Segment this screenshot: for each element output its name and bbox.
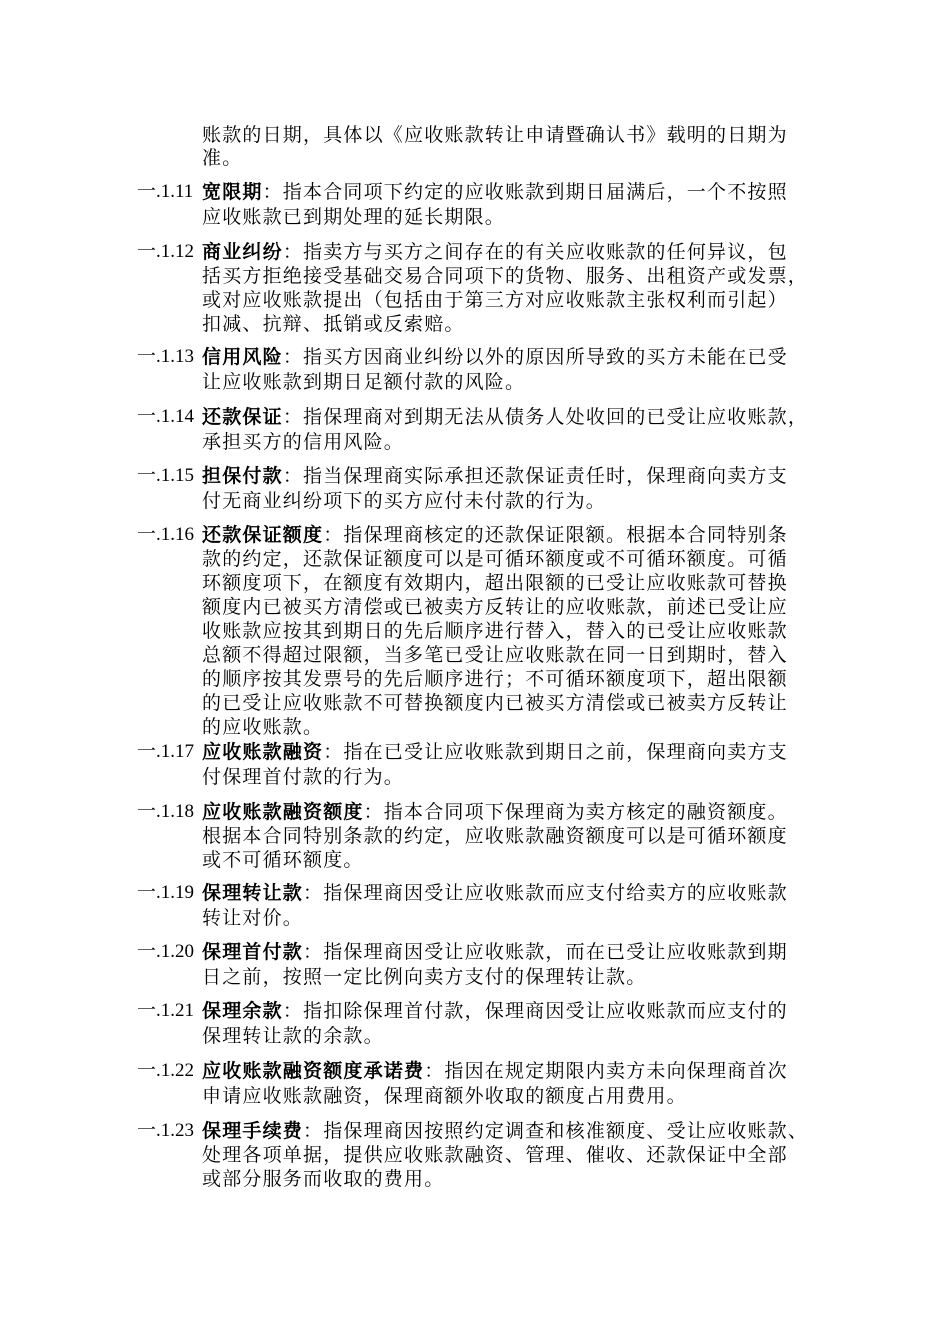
definition-text: ：指保理商因受让应收账款，而在已受让应收账款到期 <box>303 941 788 963</box>
paragraph-line: 额度内已被买方清偿或已被卖方反转让的应收账款，前述已受让应 <box>202 596 788 618</box>
clause-number: 一.1.17 <box>137 741 195 762</box>
paragraph-line: 的已受让应收账款不可替换额度内已被买方清偿或已被卖方反转让 <box>202 692 788 714</box>
defined-term: 保理首付款 <box>202 941 304 963</box>
paragraph-line: 处理各项单据，提供应收账款融资、管理、催收、还款保证中全部 <box>202 1144 788 1166</box>
paragraph-line: 根据本合同特别条款的约定，应收账款融资额度可以是可循环额度 <box>202 825 788 847</box>
defined-term: 担保付款 <box>202 465 283 487</box>
definition-first-line <box>202 524 788 546</box>
defined-term: 保理余款 <box>202 1000 283 1022</box>
paragraph-line: 转让对价。 <box>202 907 304 929</box>
definition-first-line <box>202 1120 808 1142</box>
definition-text: ：指卖方与买方之间存在的有关应收账款的任何异议，包 <box>282 241 788 263</box>
definition-text: ：指保理商对到期无法从债务人处收回的已受让应收账款， <box>282 406 809 428</box>
paragraph-line: 让应收账款到期日足额付款的风险。 <box>202 371 526 393</box>
definition-text: ：指因在规定期限内卖方未向保理商首次 <box>424 1060 788 1082</box>
definition-first-line <box>202 801 788 823</box>
definition-text: ：指保理商因按照约定调查和核准额度、受让应收账款、 <box>303 1120 809 1142</box>
clause-number: 一.1.14 <box>137 406 195 427</box>
defined-term: 应收账款融资额度承诺费 <box>202 1060 425 1082</box>
paragraph-line: 款的约定，还款保证额度可以是可循环额度或不可循环额度。可循 <box>202 548 788 570</box>
paragraph-line: 保理转让款的余款。 <box>202 1025 384 1047</box>
definition-first-line <box>202 181 788 203</box>
paragraph-line: 承担买方的信用风险。 <box>202 431 405 453</box>
clause-number: 一.1.23 <box>137 1120 195 1141</box>
paragraph-line: 或部分服务而收取的费用。 <box>202 1168 445 1190</box>
definition-text: ：指本合同项下约定的应收账款到期日届满后，一个不按照 <box>262 181 788 203</box>
paragraph-line: 应收账款已到期处理的延长期限。 <box>202 206 506 228</box>
definition-text: ：指买方因商业纠纷以外的原因所导致的买方未能在已受 <box>282 346 788 368</box>
definition-first-line <box>202 346 788 368</box>
clause-number: 一.1.11 <box>137 181 194 202</box>
definition-first-line <box>202 741 788 763</box>
paragraph-line: 收账款应按其到期日的先后顺序进行替入，替入的已受让应收账款 <box>202 620 788 642</box>
paragraph-line: 准。 <box>202 147 243 169</box>
paragraph-line: 申请应收账款融资，保理商额外收取的额度占用费用。 <box>202 1085 687 1107</box>
clause-number: 一.1.15 <box>137 465 195 486</box>
definition-text: ：指本合同项下保理商为卖方核定的融资额度。 <box>363 801 788 823</box>
defined-term: 保理转让款 <box>202 882 304 904</box>
paragraph-line: 括买方拒绝接受基础交易合同项下的货物、服务、出租资产或发票， <box>202 265 809 287</box>
defined-term: 应收账款融资 <box>202 741 324 763</box>
paragraph-line: 或不可循环额度。 <box>202 849 364 871</box>
definition-first-line <box>202 241 788 263</box>
definition-text: ：指当保理商实际承担还款保证责任时，保理商向卖方支 <box>282 465 788 487</box>
defined-term: 还款保证额度 <box>202 524 324 546</box>
definition-first-line <box>202 882 788 904</box>
clause-number: 一.1.21 <box>137 1000 195 1021</box>
clause-number: 一.1.20 <box>137 941 195 962</box>
paragraph-line: 付无商业纠纷项下的买方应付未付款的行为。 <box>202 490 607 512</box>
paragraph-line: 环额度项下，在额度有效期内，超出限额的已受让应收账款可替换 <box>202 572 788 594</box>
defined-term: 还款保证 <box>202 406 283 428</box>
paragraph-line: 或对应收账款提出（包括由于第三方对应收账款主张权利而引起） <box>202 289 788 311</box>
paragraph-line: 日之前，按照一定比例向卖方支付的保理转让款。 <box>202 966 647 988</box>
defined-term: 信用风险 <box>202 346 283 368</box>
definition-first-line <box>202 1000 788 1022</box>
defined-term: 宽限期 <box>202 181 263 203</box>
defined-term: 应收账款融资额度 <box>202 801 364 823</box>
paragraph-line: 付保理首付款的行为。 <box>202 766 405 788</box>
paragraph-line: 账款的日期，具体以《应收账款转让申请暨确认书》载明的日期为 <box>202 124 788 146</box>
paragraph-line: 的顺序按其发票号的先后顺序进行；不可循环额度项下，超出限额 <box>202 668 788 690</box>
definition-text: ：指保理商核定的还款保证限额。根据本合同特别条 <box>323 524 788 546</box>
defined-term: 保理手续费 <box>202 1120 304 1142</box>
paragraph-line: 扣减、抗辩、抵销或反索赔。 <box>202 313 465 335</box>
paragraph-line: 的应收账款。 <box>202 716 324 738</box>
defined-term: 商业纠纷 <box>202 241 283 263</box>
definition-text: ：指在已受让应收账款到期日之前，保理商向卖方支 <box>323 741 788 763</box>
clause-number: 一.1.13 <box>137 346 195 367</box>
definition-first-line <box>202 941 788 963</box>
clause-number: 一.1.12 <box>137 241 195 262</box>
definition-first-line <box>202 1060 788 1082</box>
clause-number: 一.1.19 <box>137 882 195 903</box>
clause-number: 一.1.16 <box>137 524 195 545</box>
definition-first-line <box>202 406 808 428</box>
clause-number: 一.1.22 <box>137 1060 195 1081</box>
definition-text: ：指扣除保理首付款，保理商因受让应收账款而应支付的 <box>282 1000 788 1022</box>
definition-text: ：指保理商因受让应收账款而应支付给卖方的应收账款 <box>303 882 788 904</box>
paragraph-line: 总额不得超过限额，当多笔已受让应收账款在同一日到期时，替入 <box>202 644 788 666</box>
definition-first-line <box>202 465 788 487</box>
clause-number: 一.1.18 <box>137 801 195 822</box>
